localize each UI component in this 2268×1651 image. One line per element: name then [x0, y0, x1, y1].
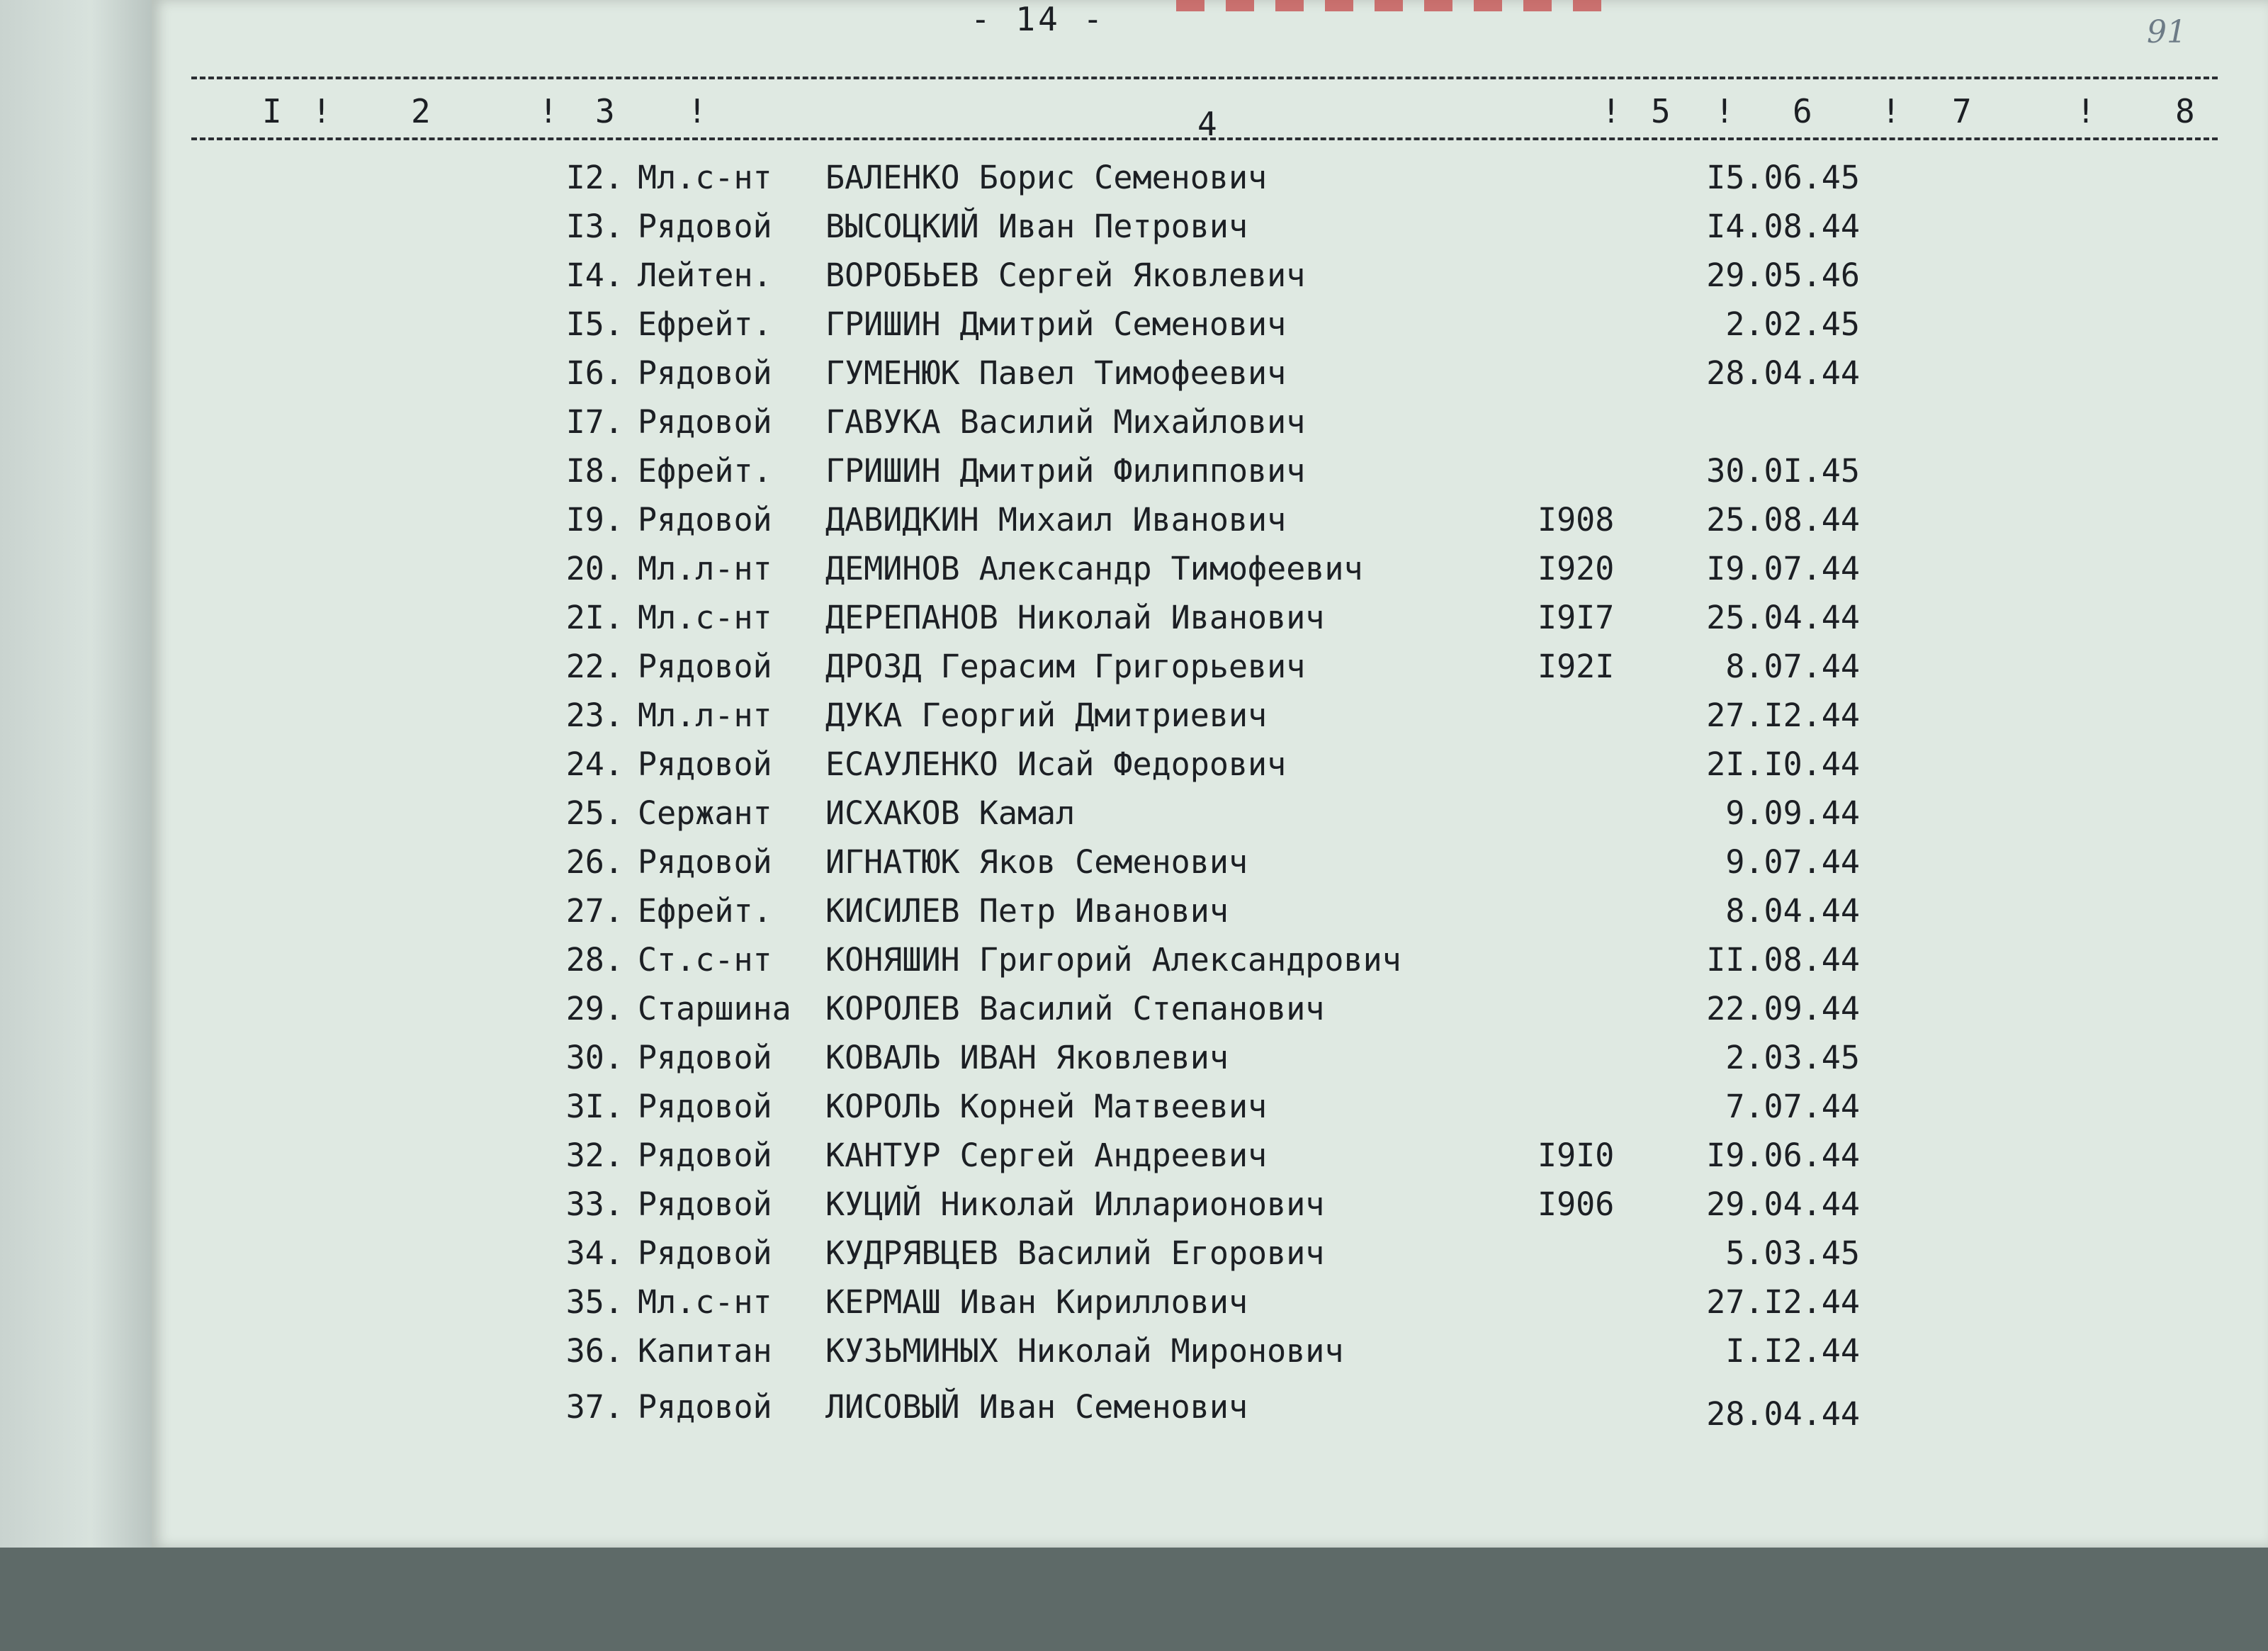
row-rank: Рядовой [638, 1185, 772, 1223]
row-rank: Ефрейт. [638, 892, 772, 930]
row-number: 29. [565, 990, 624, 1027]
row-date: 29.05.46 [1706, 257, 1860, 294]
row-name: ГАВУКА Василий Михайлович [825, 403, 1306, 441]
column-header-6: 6 [1793, 92, 1812, 130]
row-number: 3I. [565, 1088, 624, 1125]
row-name: ВОРОБЬЕВ Сергей Яковлевич [825, 257, 1306, 294]
row-date: 5.03.45 [1725, 1234, 1860, 1272]
table-row [0, 941, 2268, 986]
row-rank: Рядовой [638, 648, 772, 685]
table-row [0, 1185, 2268, 1231]
table-row [0, 1137, 2268, 1182]
header-rule-top [191, 77, 2218, 79]
column-separator: ! [1881, 92, 1901, 130]
row-number: I8. [565, 452, 624, 490]
table-row [0, 305, 2268, 351]
table-row [0, 1283, 2268, 1329]
row-rank: Рядовой [638, 745, 772, 783]
row-date: 9.09.44 [1725, 794, 1860, 832]
table-row [0, 208, 2268, 253]
row-name: ЕСАУЛЕНКО Исай Федорович [825, 745, 1287, 783]
column-header-5: 5 [1651, 92, 1671, 130]
column-header-8: 8 [2175, 92, 2195, 130]
row-date: 27.I2.44 [1706, 1283, 1860, 1321]
row-date: 30.0I.45 [1706, 452, 1860, 490]
row-number: 2I. [565, 599, 624, 636]
row-rank: Ст.с-нт [638, 941, 772, 979]
row-date: I4.08.44 [1706, 208, 1860, 245]
row-name: ЛИСОВЫЙ Иван Семенович [825, 1388, 1248, 1426]
row-name: КОРОЛЬ Корней Матвеевич [825, 1088, 1268, 1125]
row-number: 26. [565, 843, 624, 881]
row-rank: Рядовой [638, 1088, 772, 1125]
row-rank: Капитан [638, 1332, 772, 1370]
table-row [0, 452, 2268, 497]
table-row [0, 697, 2268, 742]
column-separator: ! [312, 92, 332, 130]
table-row [0, 745, 2268, 791]
row-rank: Рядовой [638, 1234, 772, 1272]
row-rank: Рядовой [638, 501, 772, 539]
table-row [0, 354, 2268, 400]
row-name: КУЦИЙ Николай Илларионович [825, 1185, 1325, 1223]
row-rank: Рядовой [638, 354, 772, 392]
red-stamp-mark [1176, 0, 1601, 11]
table-row [0, 550, 2268, 595]
row-number: I7. [565, 403, 624, 441]
row-number: 37. [565, 1388, 624, 1426]
row-date: 28.04.44 [1706, 354, 1860, 392]
row-number: 34. [565, 1234, 624, 1272]
row-name: КОНЯШИН Григорий Александрович [825, 941, 1401, 979]
table-row [0, 794, 2268, 840]
row-rank: Мл.л-нт [638, 550, 772, 587]
row-rank: Рядовой [638, 843, 772, 881]
row-rank: Рядовой [638, 208, 772, 245]
row-date: 2I.I0.44 [1706, 745, 1860, 783]
row-rank: Рядовой [638, 403, 772, 441]
row-number: 35. [565, 1283, 624, 1321]
row-date: 7.07.44 [1725, 1088, 1860, 1125]
row-number: I4. [565, 257, 624, 294]
row-name: КАНТУР Сергей Андреевич [825, 1137, 1268, 1174]
row-date: 27.I2.44 [1706, 697, 1860, 734]
table-row [0, 257, 2268, 302]
row-rank: Мл.с-нт [638, 599, 772, 636]
row-name: ГРИШИН Дмитрий Семенович [825, 305, 1287, 343]
table-row [0, 599, 2268, 644]
table-row [0, 990, 2268, 1035]
row-year: I906 [1538, 1185, 1615, 1223]
row-date: 25.08.44 [1706, 501, 1860, 539]
column-header-4: 4 [1197, 105, 1217, 143]
row-name: ИСХАКОВ Камал [825, 794, 1076, 832]
table-row [0, 1332, 2268, 1377]
row-date: 2.02.45 [1725, 305, 1860, 343]
row-rank: Рядовой [638, 1388, 772, 1426]
row-name: КОРОЛЕВ Василий Степанович [825, 990, 1325, 1027]
row-year: I920 [1538, 550, 1615, 587]
row-date: 2.03.45 [1725, 1039, 1860, 1076]
row-rank: Лейтен. [638, 257, 772, 294]
row-rank: Сержант [638, 794, 772, 832]
row-date: II.08.44 [1706, 941, 1860, 979]
column-separator: ! [538, 92, 558, 130]
row-number: 22. [565, 648, 624, 685]
row-year: I92I [1538, 648, 1615, 685]
row-date: I9.06.44 [1706, 1137, 1860, 1174]
table-row [0, 1234, 2268, 1280]
row-rank: Ефрейт. [638, 305, 772, 343]
row-name: ИГНАТЮК Яков Семенович [825, 843, 1248, 881]
row-date: I5.06.45 [1706, 159, 1860, 196]
row-name: ДРОЗД Герасим Григорьевич [825, 648, 1306, 685]
table-row [0, 1088, 2268, 1133]
row-date: 25.04.44 [1706, 599, 1860, 636]
row-rank: Рядовой [638, 1039, 772, 1076]
row-name: ДАВИДКИН Михаил Иванович [825, 501, 1287, 539]
column-separator: ! [2076, 92, 2096, 130]
row-year: I9I7 [1538, 599, 1615, 636]
row-number: 24. [565, 745, 624, 783]
row-name: ГУМЕНЮК Павел Тимофеевич [825, 354, 1287, 392]
row-number: I2. [565, 159, 624, 196]
row-rank: Мл.л-нт [638, 697, 772, 734]
column-header-3: 3 [595, 92, 615, 130]
row-name: ГРИШИН Дмитрий Филиппович [825, 452, 1306, 490]
row-name: ВЫСОЦКИЙ Иван Петрович [825, 208, 1248, 245]
row-year: I9I0 [1538, 1137, 1615, 1174]
column-header-7: 7 [1952, 92, 1972, 130]
row-name: КУЗЬМИНЫХ Николай Миронович [825, 1332, 1344, 1370]
table-row [0, 843, 2268, 889]
row-number: 33. [565, 1185, 624, 1223]
row-number: 27. [565, 892, 624, 930]
row-date: 28.04.44 [1706, 1395, 1860, 1433]
row-rank: Ефрейт. [638, 452, 772, 490]
column-separator: ! [1715, 92, 1734, 130]
column-separator: ! [687, 92, 707, 130]
row-name: КОВАЛЬ ИВАН Яковлевич [825, 1039, 1229, 1076]
column-header-2: 2 [411, 92, 431, 130]
row-date: 8.07.44 [1725, 648, 1860, 685]
row-name: КИСИЛЕВ Петр Иванович [825, 892, 1229, 930]
archive-number-mark: 91 [2147, 14, 2187, 50]
column-separator: ! [1601, 92, 1621, 130]
row-name: БАЛЕНКО Борис Семенович [825, 159, 1268, 196]
row-name: КЕРМАШ Иван Кириллович [825, 1283, 1248, 1321]
row-date: 8.04.44 [1725, 892, 1860, 930]
page-number: - 14 - [971, 0, 1106, 38]
row-number: I5. [565, 305, 624, 343]
row-number: 20. [565, 550, 624, 587]
row-date: I.I2.44 [1725, 1332, 1860, 1370]
row-name: ДЕРЕПАНОВ Николай Иванович [825, 599, 1325, 636]
row-number: I9. [565, 501, 624, 539]
row-number: I6. [565, 354, 624, 392]
table-row [0, 648, 2268, 693]
row-number: 28. [565, 941, 624, 979]
table-row [0, 159, 2268, 204]
row-name: ДЕМИНОВ Александр Тимофеевич [825, 550, 1363, 587]
row-number: 23. [565, 697, 624, 734]
column-header-row [0, 92, 2268, 143]
table-row [0, 403, 2268, 449]
row-number: 36. [565, 1332, 624, 1370]
column-header-1: I [262, 92, 282, 130]
row-number: 32. [565, 1137, 624, 1174]
table-row [0, 1039, 2268, 1084]
row-date: 29.04.44 [1706, 1185, 1860, 1223]
row-name: ДУКА Георгий Дмитриевич [825, 697, 1268, 734]
row-date: 22.09.44 [1706, 990, 1860, 1027]
row-rank: Мл.с-нт [638, 1283, 772, 1321]
row-number: 30. [565, 1039, 624, 1076]
table-row [0, 501, 2268, 546]
row-rank: Старшина [638, 990, 791, 1027]
table-row [0, 1388, 2268, 1433]
table-row [0, 892, 2268, 937]
row-number: 25. [565, 794, 624, 832]
row-rank: Мл.с-нт [638, 159, 772, 196]
row-number: I3. [565, 208, 624, 245]
row-date: 9.07.44 [1725, 843, 1860, 881]
row-name: КУДРЯВЦЕВ Василий Егорович [825, 1234, 1325, 1272]
row-year: I908 [1538, 501, 1615, 539]
row-rank: Рядовой [638, 1137, 772, 1174]
row-date: I9.07.44 [1706, 550, 1860, 587]
